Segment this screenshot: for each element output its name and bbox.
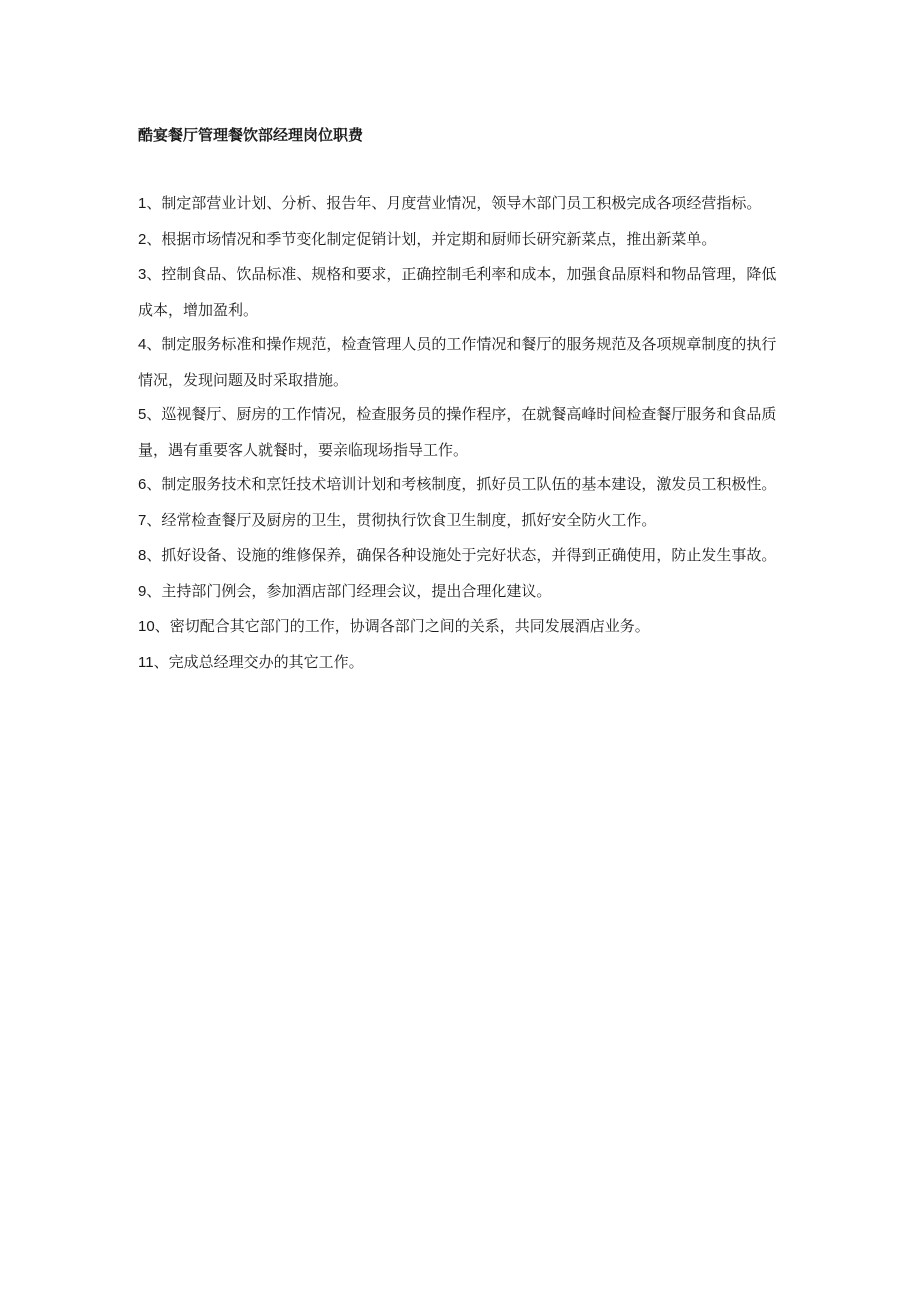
item-number: 6、: [138, 476, 162, 493]
item-number: 2、: [138, 230, 162, 248]
item-text: 控制食品、饮品标准、规格和要求，正确控制毛利率和成本，加强食品原料和物品管理，降低成本，增加盈利。: [138, 265, 777, 319]
item-text: 完成总经理交办的其它工作。: [168, 652, 364, 671]
item-text: 主持部门例会，参加酒店部门经理会议，提出合理化建议。: [161, 581, 552, 600]
list-item: [138, 397, 782, 467]
item-number: 1、: [138, 195, 162, 212]
duty-list: [138, 186, 782, 680]
item-text: 经常检查餐厅及厨房的卫生，贯彻执行饮食卫生制度，抓好安全防火工作。: [161, 510, 657, 529]
list-item: [138, 186, 782, 222]
item-number: 8、: [138, 547, 162, 564]
item-number: 9、: [138, 582, 162, 600]
list-item: [138, 574, 782, 610]
list-item: [138, 609, 782, 645]
list-item: [138, 467, 782, 503]
item-number: 5、: [138, 406, 162, 423]
list-item: [138, 327, 782, 397]
list-item: [138, 257, 782, 327]
item-number: 7、: [138, 511, 162, 529]
list-item: [138, 222, 782, 258]
document-title: 酷宴餐厅管理餐饮部经理岗位职费: [138, 126, 364, 144]
item-text: 制定部营业计划、分析、报告年、月度营业情况，领导木部门员工积极完成各项经营指标。: [161, 194, 762, 212]
list-item: [138, 538, 782, 574]
item-text: 密切配合其它部门的工作，协调各部门之间的关系，共同发展酒店业务。: [169, 617, 650, 635]
item-text: 制定服务技术和烹饪技术培训计划和考核制度，抓好员工队伍的基本建设，激发员工积极性。: [161, 475, 777, 493]
list-item: [138, 503, 782, 539]
item-text: 抓好设备、设施的维修保养，确保各种设施处于完好状态，并得到正确使用，防止发生事故。: [161, 546, 777, 564]
item-text: 制定服务标准和操作规范，检查管理人员的工作情况和餐厅的服务规范及各项规章制度的执行情况，发现问题及时采取措施。: [138, 335, 777, 389]
item-number: 11、: [138, 653, 169, 671]
item-number: 4、: [138, 336, 162, 353]
item-text: 根据市场情况和季节变化制定促销计划，并定期和厨师长研究新菜点，推出新菜单。: [161, 229, 717, 248]
item-number: 3、: [138, 266, 162, 283]
item-text: 巡视餐厅、厨房的工作情况，检查服务员的操作程序，在就餐高峰时间检查餐厅服务和食品质量，遇有重要客人就餐时，要亲临现场指导工作。: [138, 405, 777, 459]
list-item: [138, 645, 782, 681]
item-number: 10、: [138, 618, 170, 635]
